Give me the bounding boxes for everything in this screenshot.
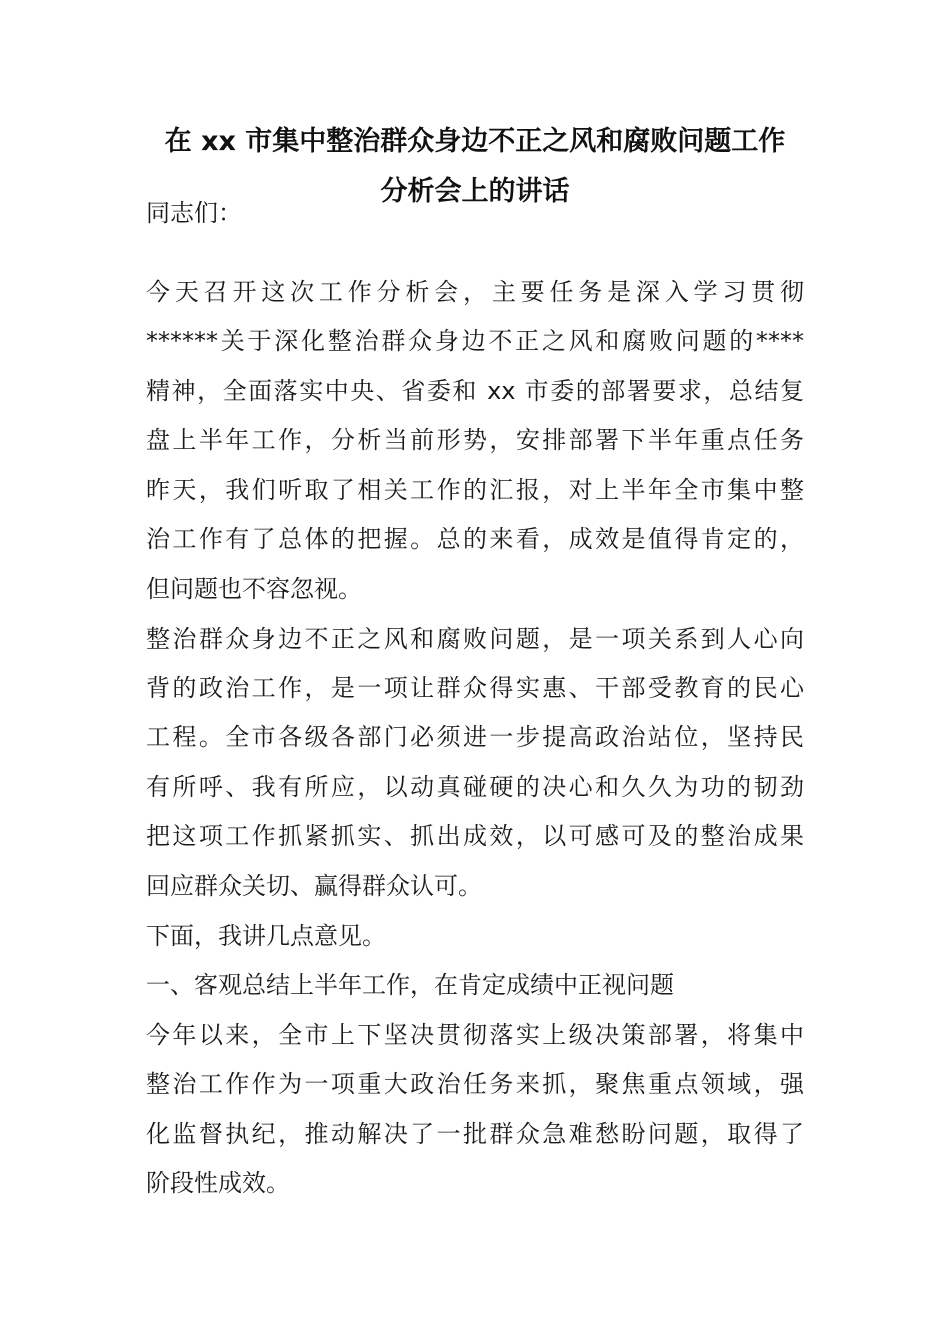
paragraph-1-line-7: 但问题也不容忽视。 [146, 575, 362, 603]
paragraph-2-line-3: 工程。全市各级各部门必须进一步提高政治站位，坚持民 [146, 723, 804, 751]
document-title-line-2: 分析会上的讲话 [380, 176, 570, 207]
paragraph-3-line-1: 下面，我讲几点意见。 [146, 922, 386, 950]
paragraph-2-line-6: 回应群众关切、赢得群众认可。 [146, 872, 482, 900]
paragraph-1-line-3: 精神，全面落实中央、省委和 xx 市委的部署要求，总结复 [146, 377, 804, 405]
paragraph-1-line-5: 昨天，我们听取了相关工作的汇报，对上半年全市集中整 [146, 476, 804, 504]
paragraph-2-line-1: 整治群众身边不正之风和腐败问题，是一项关系到人心向 [146, 625, 804, 653]
document-title-line-1: 在 xx 市集中整治群众身边不正之风和腐败问题工作 [164, 126, 786, 157]
paragraph-5-line-2: 整治工作作为一项重大政治任务来抓，聚焦重点领域，强 [146, 1070, 804, 1098]
paragraph-1-line-4: 盘上半年工作，分析当前形势，安排部署下半年重点任务 [146, 426, 804, 454]
paragraph-1-line-2: ******关于深化整治群众身边不正之风和腐败问题的**** [146, 327, 804, 355]
paragraph-5-line-4: 阶段性成效。 [146, 1169, 290, 1197]
greeting: 同志们： [146, 199, 242, 227]
paragraph-5-line-1: 今年以来，全市上下坚决贯彻落实上级决策部署，将集中 [146, 1021, 804, 1049]
paragraph-2-line-2: 背的政治工作，是一项让群众得实惠、干部受教育的民心 [146, 674, 804, 702]
section-heading-1: 一、客观总结上半年工作，在肯定成绩中正视问题 [146, 971, 674, 999]
paragraph-1-line-6: 治工作有了总体的把握。总的来看，成效是值得肯定的， [146, 525, 804, 553]
paragraph-5-line-3: 化监督执纪，推动解决了一批群众急难愁盼问题，取得了 [146, 1120, 804, 1148]
paragraph-2-line-5: 把这项工作抓紧抓实、抓出成效，以可感可及的整治成果 [146, 822, 804, 850]
paragraph-2-line-4: 有所呼、我有所应，以动真碰硬的决心和久久为功的韧劲 [146, 773, 804, 801]
paragraph-1-line-1: 今天召开这次工作分析会，主要任务是深入学习贯彻 [146, 278, 804, 306]
